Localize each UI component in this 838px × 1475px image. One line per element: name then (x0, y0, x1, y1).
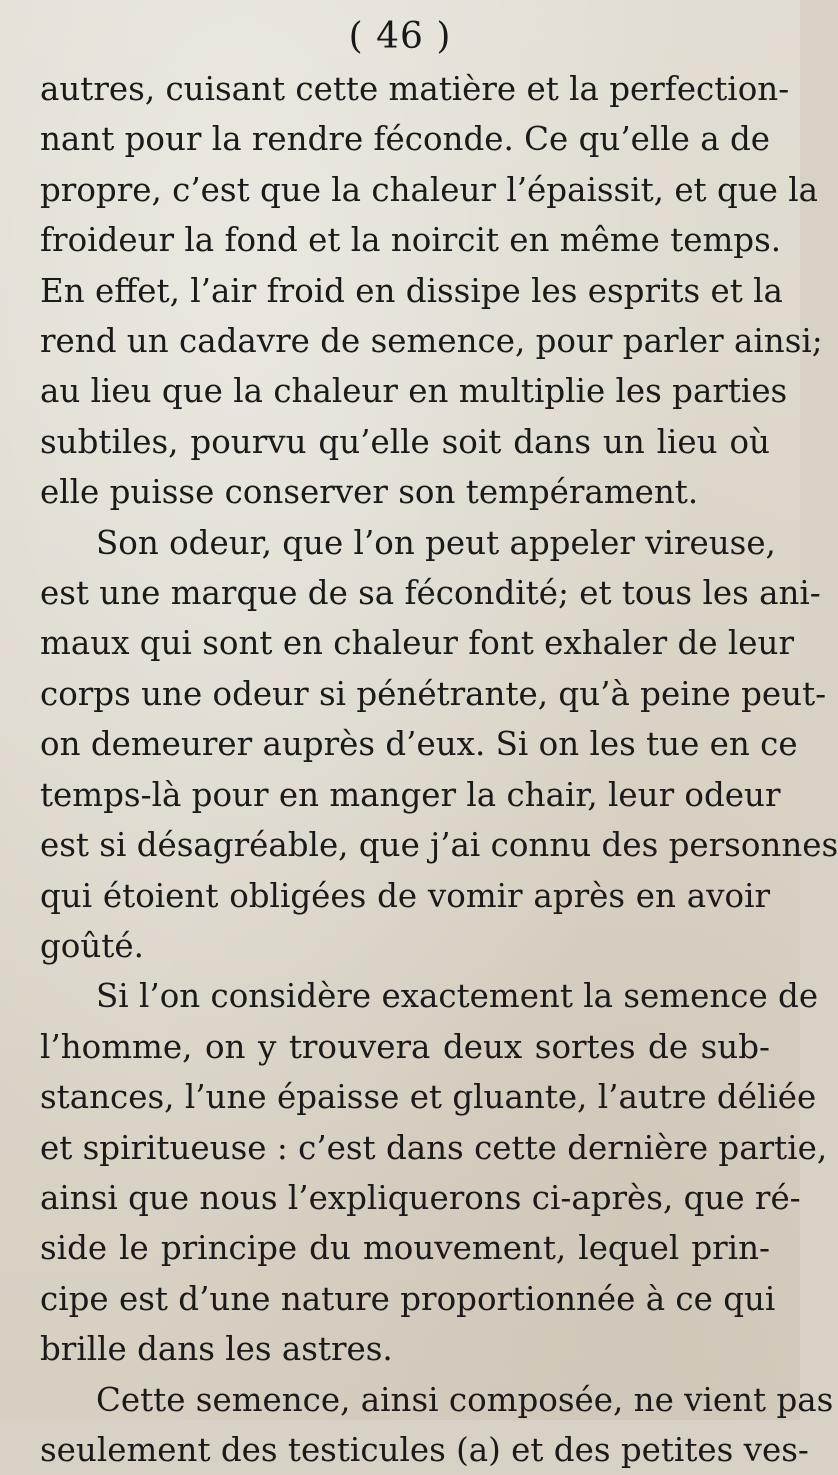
body-text (40, 64, 838, 1475)
text-line: ainsi que nous l’expliquerons ci-après, que ré- (40, 1178, 801, 1217)
text-line: est une marque de sa fécondité; et tous les ani- (40, 574, 821, 613)
paragraph-1 (40, 64, 823, 518)
text-line: et spiritueuse : c’est dans cette dernière partie, (40, 1128, 828, 1167)
text-line: nant pour la rendre féconde. Ce qu’elle a de (40, 120, 770, 159)
text-line: qui étoient obligées de vomir après en avoir (40, 876, 770, 915)
paragraph-4 (40, 1375, 834, 1475)
text-line: rend un cadavre de semence, pour parler ainsi; (40, 322, 823, 361)
text-line: est si désagréable, que j’ai connu des personnes (40, 826, 838, 865)
paragraph-2 (40, 518, 838, 972)
text-line: side le principe du mouvement, lequel prin- (40, 1229, 770, 1268)
text-line: stances, l’une épaisse et gluante, l’autre déliée (40, 1078, 817, 1117)
text-line: goûté. (40, 926, 144, 965)
text-line: Son odeur, que l’on peut appeler vireuse, (96, 523, 776, 562)
text-line: autres, cuisant cette matière et la perfection- (40, 70, 790, 108)
text-line: cipe est d’une nature proportionnée à ce qui (40, 1279, 776, 1318)
text-line: au lieu que la chaleur en multiplie les parties (40, 372, 788, 411)
text-line: maux qui sont en chaleur font exhaler de leur (40, 624, 794, 663)
paragraph-3 (40, 971, 828, 1374)
text-line: elle puisse conserver son tempérament. (40, 473, 699, 512)
text-line: subtiles, pourvu qu’elle soit dans un lieu où (40, 422, 770, 461)
page-number: ( 46 ) (348, 16, 452, 57)
text-line: brille dans les astres. (40, 1330, 393, 1369)
text-line: seulement des testicules (a) et des petites ves- (40, 1430, 809, 1469)
text-line: Cette semence, ainsi composée, ne vient pas (96, 1380, 834, 1419)
text-line: propre, c’est que la chaleur l’épaissit, et que la (40, 170, 819, 209)
text-line: l’homme, on y trouvera deux sortes de sub- (40, 1027, 770, 1066)
text-line: froideur la fond et la noircit en même temps. (40, 221, 782, 260)
text-line: En effet, l’air froid en dissipe les esprits et la (40, 271, 783, 310)
text-line: on demeurer auprès d’eux. Si on les tue en ce (40, 725, 798, 764)
text-line: Si l’on considère exactement la semence de (96, 977, 819, 1016)
text-line: corps une odeur si pénétrante, qu’à peine peut- (40, 674, 827, 713)
text-line: temps-là pour en manger la chair, leur odeur (40, 775, 781, 814)
